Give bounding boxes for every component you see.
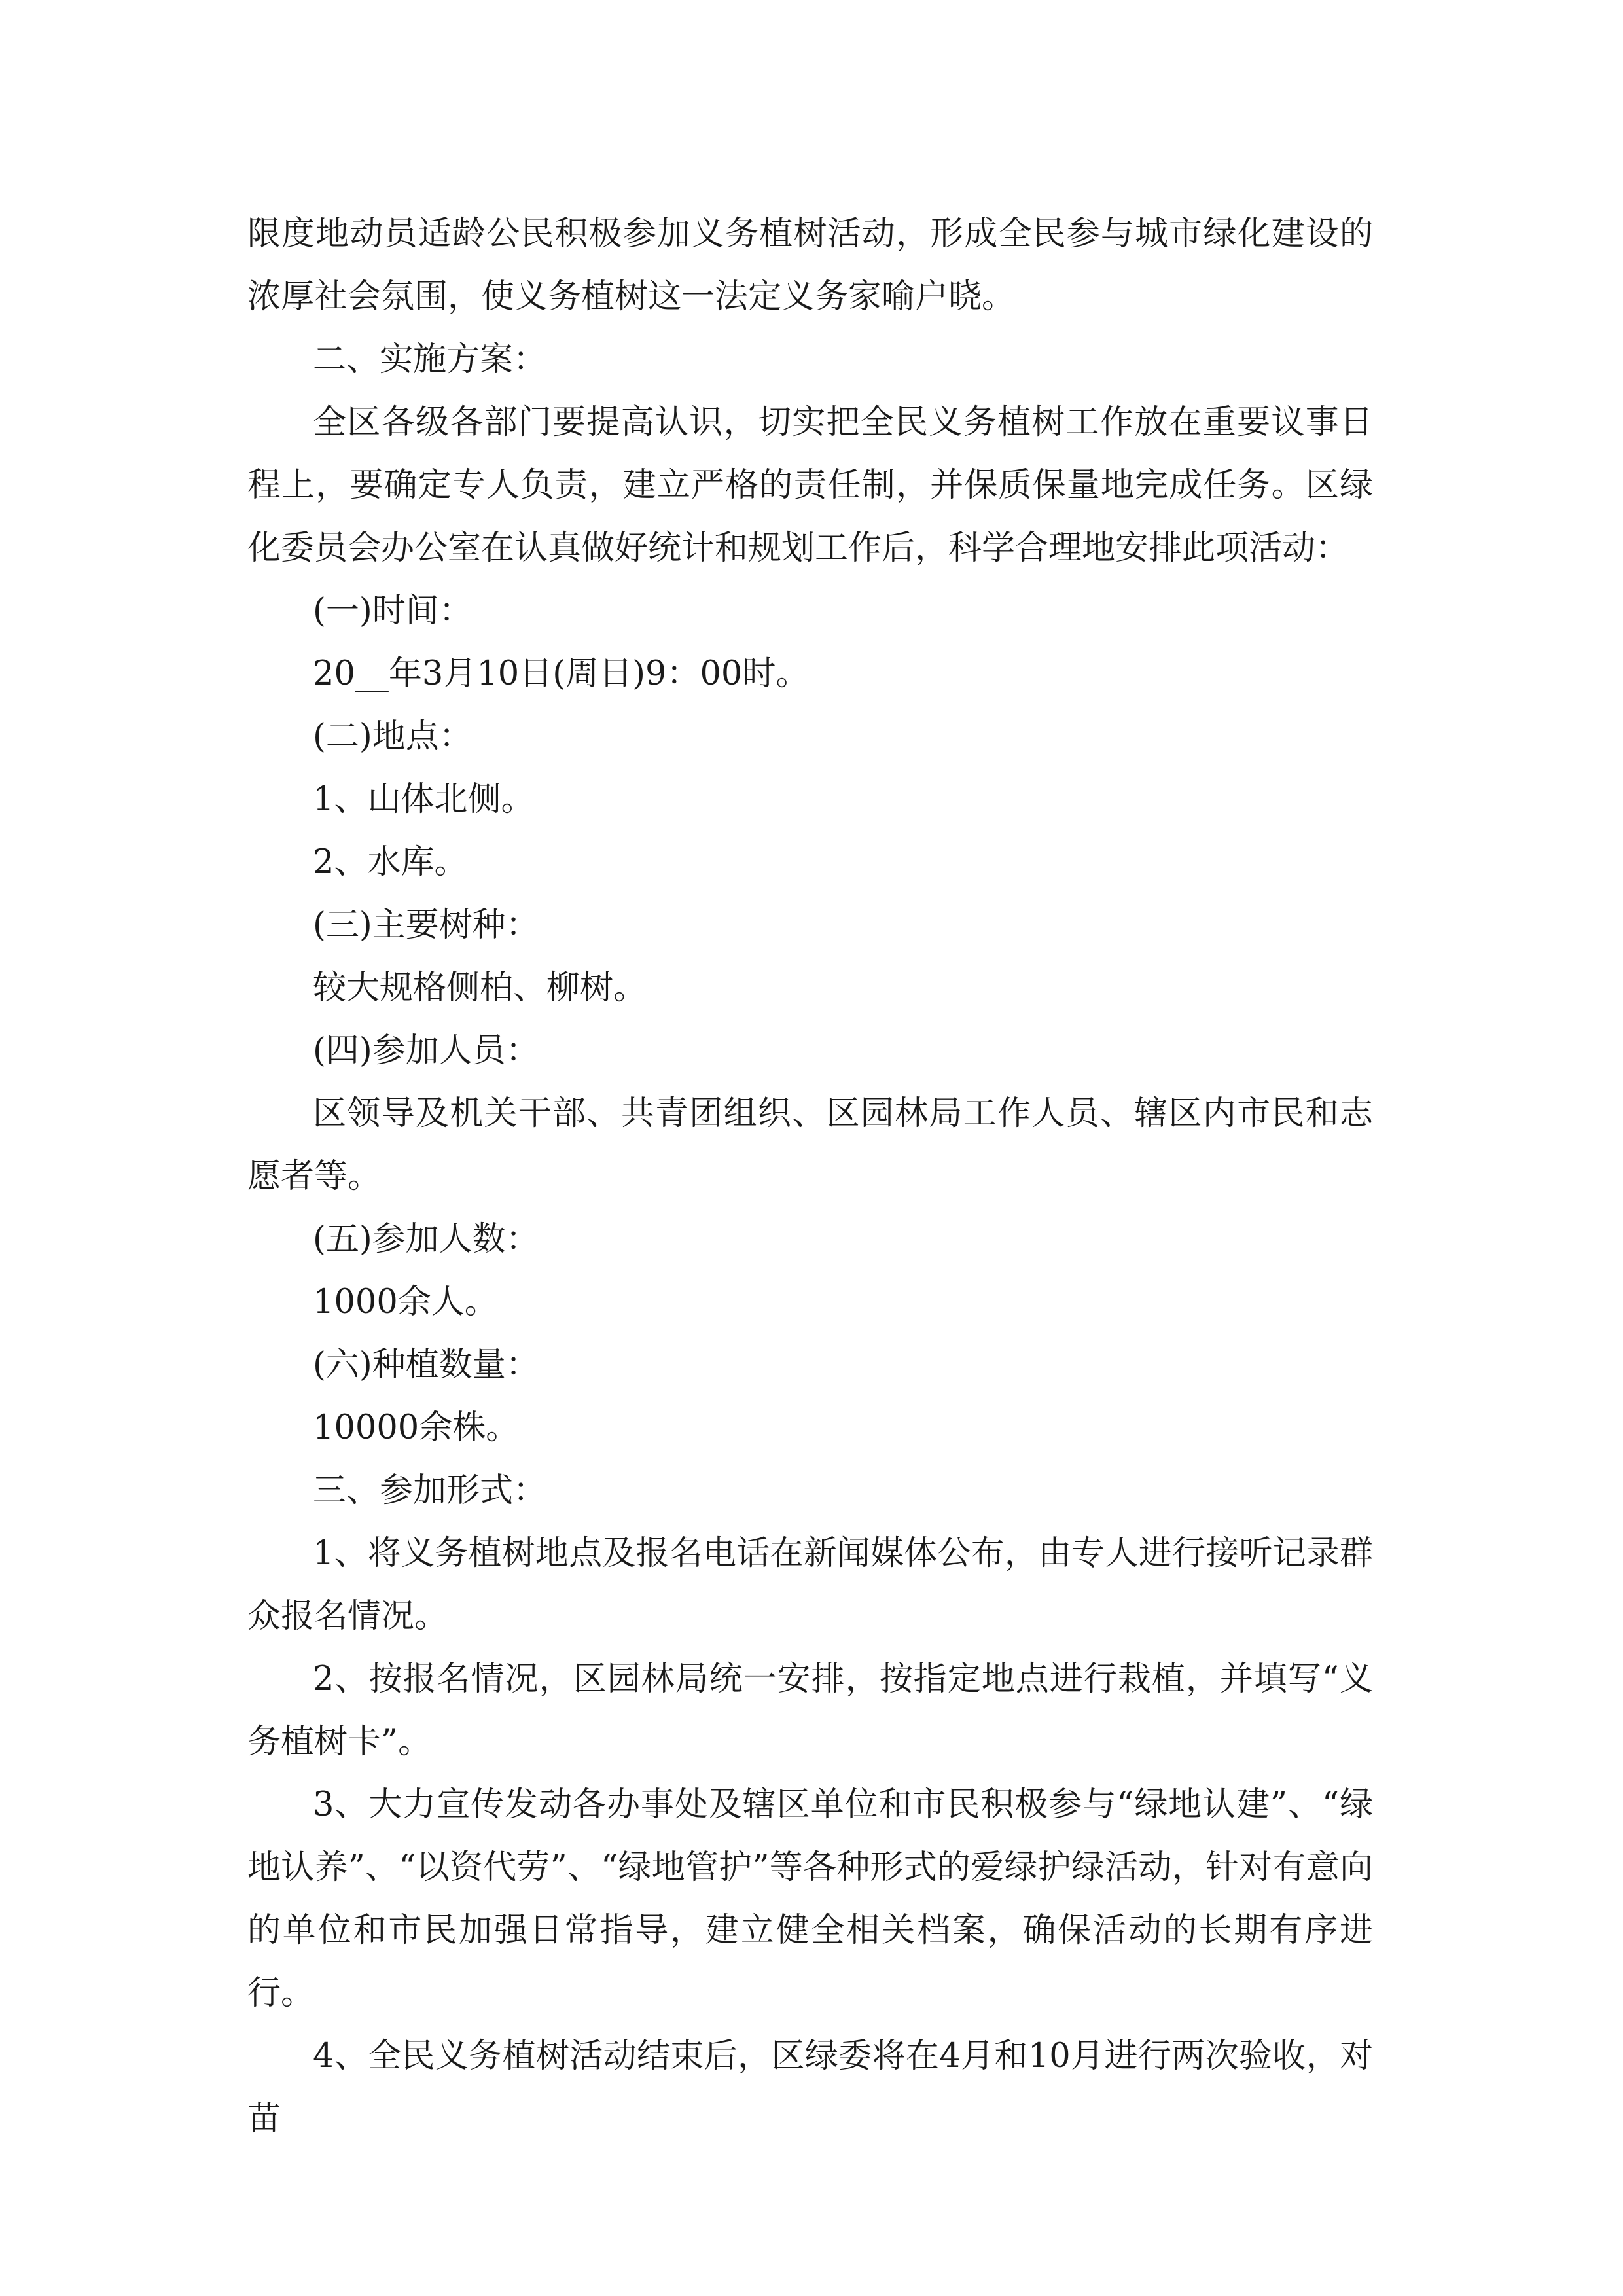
list-item: 1、将义务植树地点及报名电话在新闻媒体公布，由专人进行接听记录群众报名情况。 <box>247 1534 1373 1636</box>
paragraph: 区领导及机关干部、共青团组织、区园林局工作人员、辖区内市民和志愿者等。 <box>247 1094 1373 1196</box>
list-item: 2、水库。 <box>313 843 468 882</box>
paragraph: 20__年3月10日(周日)9：00时。 <box>313 655 810 693</box>
subheading: (六)种植数量： <box>313 1346 539 1384</box>
subheading: (五)参加人数： <box>313 1220 539 1259</box>
paragraph: 10000余株。 <box>313 1408 520 1447</box>
subheading: (二)地点： <box>313 717 473 756</box>
paragraph: 1000余人。 <box>313 1283 498 1321</box>
section-heading: 三、参加形式： <box>313 1471 547 1510</box>
subheading: (四)参加人员： <box>313 1031 539 1070</box>
list-item: 1、山体北侧。 <box>313 780 535 819</box>
list-item: 2、按报名情况，区园林局统一安排，按指定地点进行栽植，并填写“义务植树卡”。 <box>247 1660 1373 1761</box>
list-item: 4、全民义务植树活动结束后，区绿委将在4月和10月进行两次验收，对苗 <box>247 2037 1373 2138</box>
paragraph: 全区各级各部门要提高认识，切实把全民义务植树工作放在重要议事日程上，要确定专人负责，建立严格的责任制，并保质保量地完成任务。区绿化委员会办公室在认真做好统计和规划工作后，科学合理地安排此项活动： <box>247 403 1373 567</box>
document-body <box>247 203 1373 2151</box>
paragraph: 较大规格侧柏、柳树。 <box>313 969 647 1007</box>
subheading: (三)主要树种： <box>313 906 539 944</box>
section-heading: 二、实施方案： <box>313 340 547 379</box>
subheading: (一)时间： <box>313 592 473 630</box>
paragraph: 限度地动员适龄公民积极参加义务植树活动，形成全民参与城市绿化建设的浓厚社会氛围，使义务植树这一法定义务家喻户晓。 <box>247 215 1373 316</box>
list-item: 3、大力宣传发动各办事处及辖区单位和市民积极参与“绿地认建”、“绿地认养”、“以资代劳”、“绿地管护”等各种形式的爱绿护绿活动，针对有意向的单位和市民加强日常指导，建立健全相关档案，确保活动的长期有序进行。 <box>247 1785 1373 2013</box>
